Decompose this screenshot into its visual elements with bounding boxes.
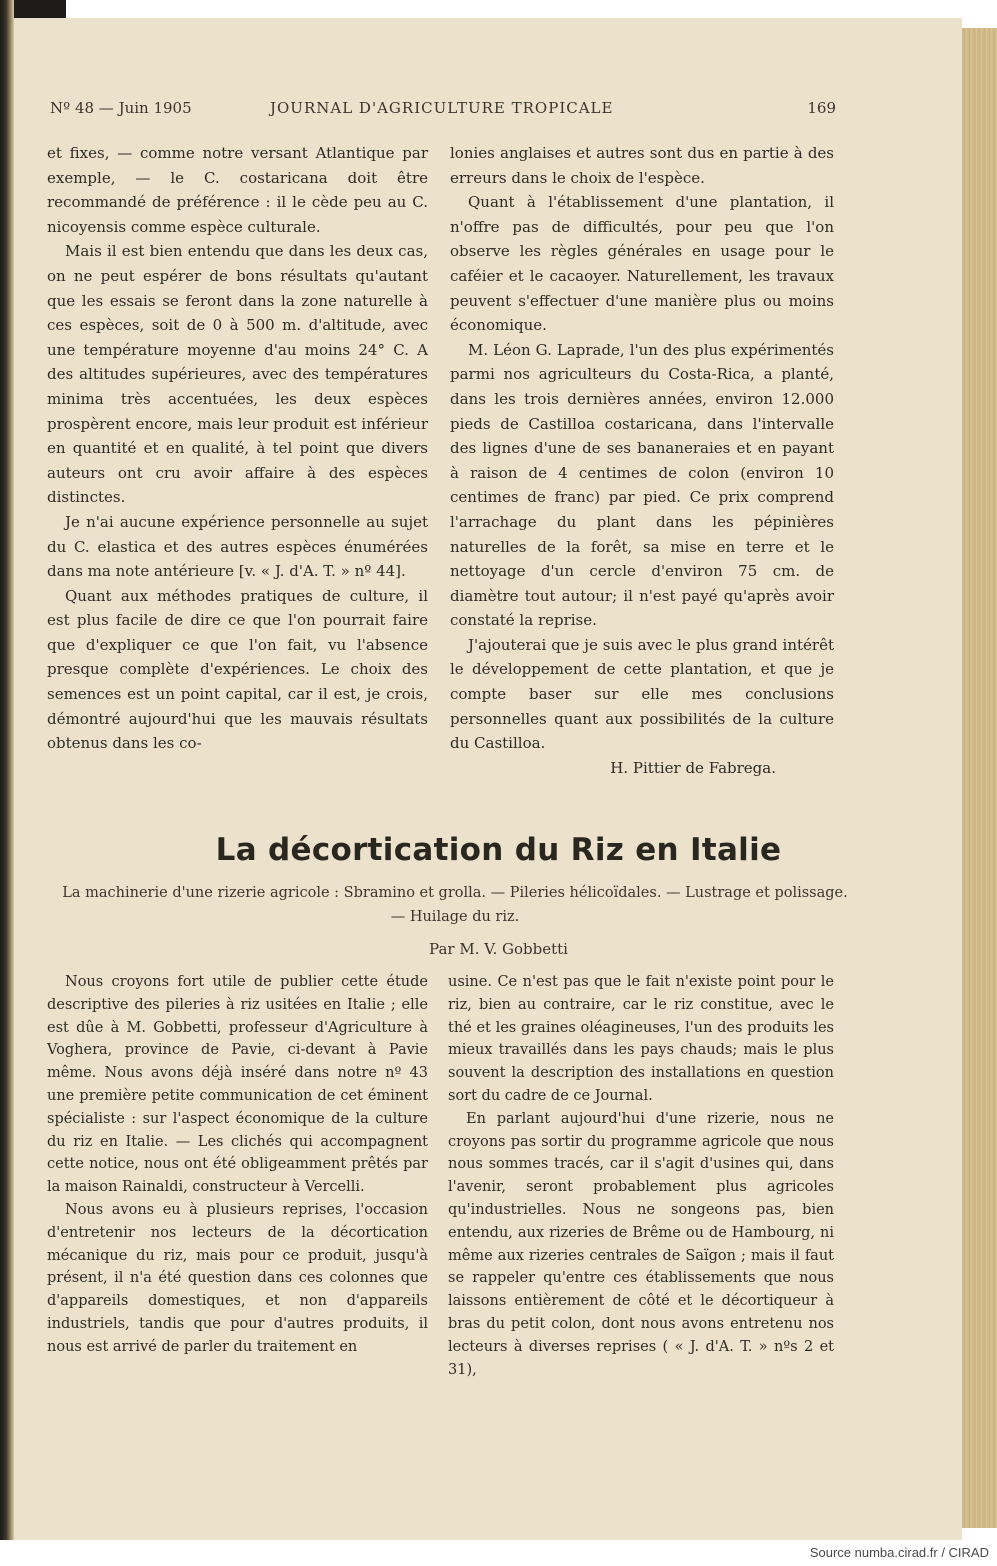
page-number: 169: [807, 99, 836, 117]
author-signature: H. Pittier de Fabrega.: [610, 758, 776, 777]
article-byline: Par M. V. Gobbetti: [429, 940, 568, 958]
column-bottom-left: [47, 971, 428, 1359]
column-top-right: [450, 141, 834, 780]
paragraph: et fixes, — comme notre versant Atlantique par exemple, — le C. costaricana doit être recommandé de préférence : il le cède peu au C. nicoyensis comme espèce culturale.: [47, 144, 428, 236]
paragraph: Mais il est bien entendu que dans les deux cas, on ne peut espérer de bons résultats qu'autant que les essais se feront dans la zone naturelle à ces espèces, soit de 0 à 500 m. d'altitude, avec une température moyenne d'au moins 24° C. A des altitudes supérieures, avec des températures minima très accentuées, les deux espèces prospèrent encore, mais leur produit est inférieur en quantité et en qualité, à tel point que divers auteurs ont cru avoir affaire à des espèces distinctes.: [47, 242, 428, 507]
journal-title: JOURNAL D'AGRICULTURE TROPICALE: [270, 99, 614, 117]
column-bottom-right: [448, 971, 834, 1381]
issue-date: Nº 48 — Juin 1905: [50, 99, 192, 117]
paragraph: M. Léon G. Laprade, l'un des plus expérimentés parmi nos agriculteurs du Costa-Rica, a planté, dans les trois dernières années, environ 12.000 pieds de Castilloa costaricana, dans l'intervalle des lignes d'une de ses bananeraies et en payant à raison de 4 centimes de colon (environ 10 centimes de franc) par pied. Ce prix comprend l'arrachage du plant dans les pépinières naturelles de la forêt, sa mise en terre et le nettoyage d'un cercle d'environ 75 cm. de diamètre tout autour; il n'est payé qu'après avoir constaté la reprise.: [450, 340, 834, 630]
paragraph: Nous croyons fort utile de publier cette étude descriptive des pileries à riz usitées en Italie ; elle est dûe à M. Gobbetti, professeur d'Agriculture à Voghera, province de Pavie, ci-devant à Pavie même. Nous avons déjà inséré dans notre nº 43 une première petite communication de cet éminent spécialiste : sur l'aspect économique de la culture du riz en Italie. — Les clichés qui accompagnent cette notice, nous ont été obligeamment prêtés par la maison Rainaldi, constructeur à Vercelli.: [47, 974, 428, 1196]
source-credit: Source numba.cirad.fr / CIRAD: [809, 1545, 989, 1560]
article-title: La décortication du Riz en Italie: [215, 832, 782, 868]
paragraph: J'ajouterai que je suis avec le plus grand intérêt le développement de cette plantation, et que je compte baser sur elle mes conclusions personnelles quant aux possibilités de la culture du Castilloa.: [450, 635, 834, 753]
footer-bar: [0, 1540, 997, 1566]
paragraph: lonies anglaises et autres sont dus en partie à des erreurs dans le choix de l'espèce.: [450, 144, 834, 187]
binding-shadow: [0, 0, 14, 1540]
article-subtitle: La machinerie d'une rizerie agricole : Sbramino et grolla. — Pileries hélicoïdales. — Lustrage et polissage. — Huilage du riz.: [62, 885, 848, 925]
running-head: [50, 99, 836, 121]
paragraph: usine. Ce n'est pas que le fait n'existe point pour le riz, bien au contraire, car le riz constitue, avec le thé et les graines oléagineuses, l'un des produits les mieux travaillés dans les pays chauds; mais le plus souvent la description des installations en question sort du cadre de ce Journal.: [448, 974, 834, 1104]
column-top-left: [47, 141, 428, 756]
paragraph: Je n'ai aucune expérience personnelle au sujet du C. elastica et des autres espèces énumérées dans ma note antérieure [v. « J. d'A. T. » nº 44].: [47, 512, 428, 581]
paragraph: Nous avons eu à plusieurs reprises, l'occasion d'entretenir nos lecteurs de la décortication mécanique du riz, mais pour ce produit, jusqu'à présent, il n'a été question dans ces colonnes que d'appareils domestiques, et non d'appareils industriels, tandis que pour d'autres produits, il nous est arrivé de parler du traitement en: [47, 1201, 428, 1355]
paragraph: Quant à l'établissement d'une plantation, il n'offre pas de difficultés, pour peu que l'on observe les règles générales en usage pour le caféier et le cacaoyer. Naturellement, les travaux peuvent s'effectuer d'une manière plus ou moins économique.: [450, 193, 834, 335]
paragraph: Quant aux méthodes pratiques de culture, il est plus facile de dire ce que l'on pourrait faire que d'expliquer ce que l'on fait, vu l'absence presque complète d'expériences. Le choix des semences est un point capital, car il est, je crois, démontré aujourd'hui que les mauvais résultats obtenus dans les co-: [47, 586, 428, 753]
scan-tab: [14, 0, 66, 18]
paragraph: En parlant aujourd'hui d'une rizerie, nous ne croyons pas sortir du programme agricole que nous nous sommes tracés, car il s'agit d'usines qui, dans l'avenir, seront probablement plus agricoles qu'industrielles. Nous ne songeons pas, bien entendu, aux rizeries de Brême ou de Hambourg, ni même aux rizeries centrales de Saïgon ; mais il faut se rappeler qu'entre ces établissements que nous laissons entièrement de côté et le décortiqueur à bras du petit colon, dont nous avons entretenu nos lecteurs à diverses reprises ( « J. d'A. T. » nºs 2 et 31),: [448, 1110, 834, 1378]
page-edges: [958, 28, 997, 1528]
